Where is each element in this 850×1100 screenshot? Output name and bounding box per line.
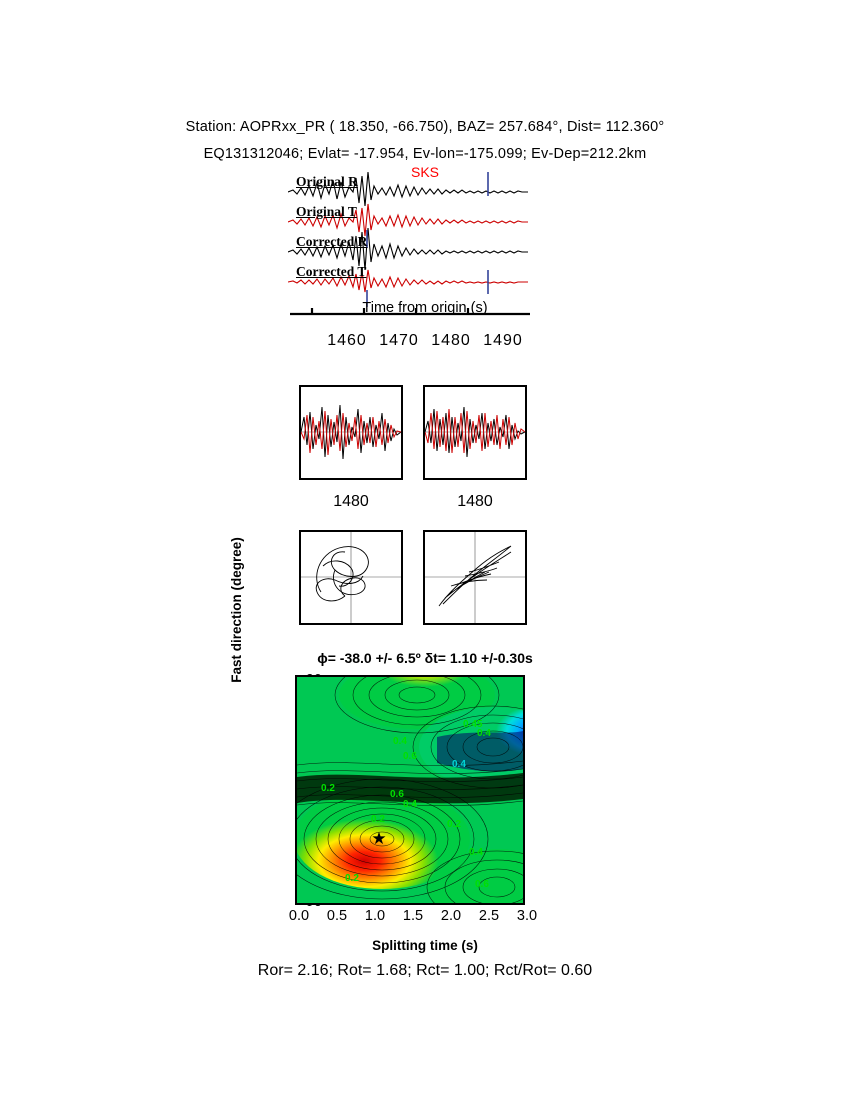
contour-label: 0.2 [345,873,359,884]
time-tick: 1480 [431,332,471,349]
x-tick: 1.5 [402,908,424,924]
contour-label: 0.6 [390,789,404,800]
contour-label: 0.45 [463,719,483,730]
contour-label: 0.2 [447,819,461,830]
contour-label: 0.4 [477,728,491,739]
windowed-waveform-left [301,387,401,478]
sks-phase-label: SKS [411,164,440,180]
particle-motion-box-right [423,530,527,625]
splitting-contour-plot [295,675,525,905]
trace-label-original-t: Original T [296,204,357,219]
splitting-result-title: ϕ= -38.0 +/- 6.5º δt= 1.10 +/-0.30s [317,650,533,666]
contour-label: 0.4 [452,759,466,770]
time-tick: 1470 [379,332,419,349]
time-tick: 1490 [483,332,523,349]
time-axis-ticks [0,332,850,350]
x-tick: 0.0 [288,908,310,924]
contour-x-axis-label: Splitting time (s) [372,938,478,953]
x-tick: 0.5 [326,908,348,924]
contour-label: 0.4 [393,736,407,747]
trace-label-original-r: Original R [296,174,358,189]
waveform-panel [288,164,528,310]
trace-label-corrected-r: Corrected R [296,234,368,249]
window-tick-right: 1480 [457,493,493,510]
trace-label-corrected-t: Corrected T [296,264,367,279]
contour-label: 0.4 [469,847,483,858]
x-tick: 1.0 [364,908,386,924]
event-info-line: EQ131312046; Evlat= -17.954, Ev-lon=-175.099; Ev-Dep=212.2km [203,146,647,162]
contour-label: 0.6 [403,751,417,762]
x-tick: 2.0 [440,908,462,924]
station-info-line: Station: AOPRxx_PR ( 18.350, -66.750), BAZ= 257.684°, Dist= 112.360° [185,119,665,135]
window-tick-left: 1480 [333,493,369,510]
particle-motion-left [301,532,401,623]
time-axis-title: Time from origin (s) [362,300,488,316]
time-tick: 1460 [327,332,367,349]
x-tick: 3.0 [516,908,538,924]
contour-label: 0.2 [371,814,385,825]
svg-text:★: ★ [371,829,387,848]
contour-label: 0.2 [321,783,335,794]
contour-label: 0.4 [403,799,417,810]
quality-metrics-line: Ror= 2.16; Rot= 1.68; Rct= 1.00; Rct/Rot= 0.60 [257,962,593,979]
x-tick: 2.5 [478,908,500,924]
particle-motion-right [425,532,525,623]
contour-label: 0.6 [475,879,489,890]
windowed-waveform-box-right [423,385,527,480]
windowed-waveform-right [425,387,525,478]
windowed-waveform-box-left [299,385,403,480]
contour-y-axis-label: Fast direction (degree) [229,537,244,683]
particle-motion-box-left [299,530,403,625]
